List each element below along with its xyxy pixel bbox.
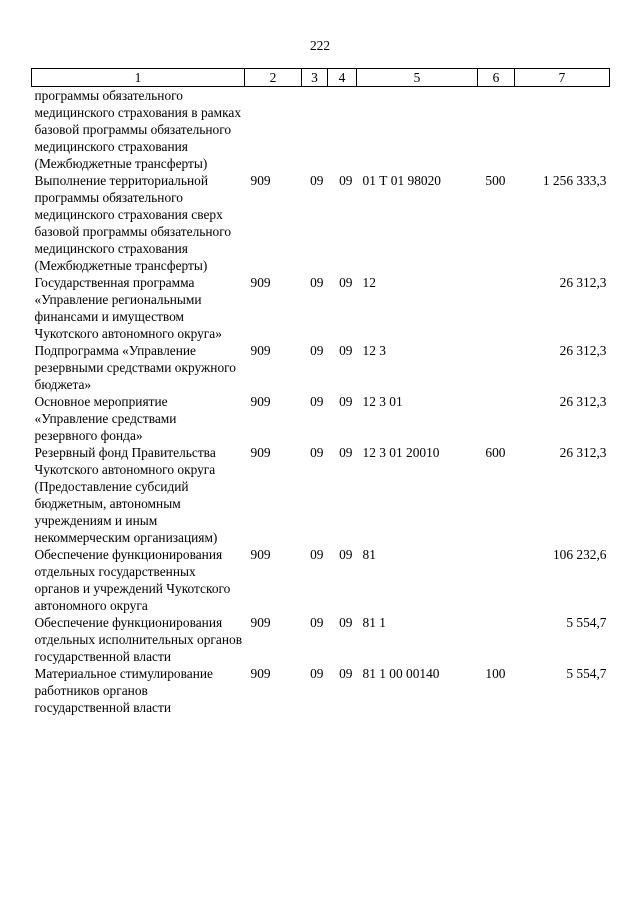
row-target: 12 [362,275,376,290]
row-target: 01 Т 01 98020 [362,173,441,188]
row-expense-type [478,87,515,173]
row-subsection: 09 [339,343,353,358]
row-expense-type [478,342,515,393]
row-subsection: 09 [339,394,353,409]
header-col-2: 2 [245,69,302,87]
row-expense-type [478,274,515,342]
row-ministry: 909 [250,173,271,188]
row-amount: 1 256 333,3 [542,173,607,188]
row-amount: 5 554,7 [566,666,607,681]
row-ministry: 909 [250,615,271,630]
row-expense-type [478,393,515,444]
table-row [32,546,610,614]
row-amount: 26 312,3 [559,343,607,358]
row-amount: 106 232,6 [552,547,607,562]
row-expense-type: 600 [485,445,506,460]
row-ministry: 909 [250,275,271,290]
row-section: 09 [310,343,324,358]
row-amount: 26 312,3 [559,445,607,460]
row-subsection: 09 [339,666,353,681]
row-name: Резервный фонд Правительства Чукотского автономного округа (Предоставление субсидий бюджетным, автономным учреждениям и иным некоммерческим организациям) [34,445,218,545]
header-col-1: 1 [32,69,245,87]
row-name: Обеспечение функционирования отдельных государственных органов и учреждений Чукотского автономного округа [34,547,231,613]
header-row [32,69,610,87]
row-target [357,87,478,173]
row-ministry [245,87,302,173]
row-expense-type [478,546,515,614]
row-target: 12 3 [362,343,386,358]
row-name: Выполнение территориальной программы обязательного медицинского страхования сверх базовой программы обязательного медицинского страхования (Межбюджетные трансферты) [34,173,232,273]
budget-table [31,68,610,716]
table-row [32,274,610,342]
row-name: Государственная программа «Управление региональными финансами и имуществом Чукотского автономного округа» [34,275,222,341]
row-expense-type: 100 [485,666,506,681]
row-expense-type: 500 [485,173,506,188]
row-subsection: 09 [339,445,353,460]
table-row [32,444,610,546]
table-row [32,172,610,274]
row-section [302,87,328,173]
row-section: 09 [310,666,324,681]
header-col-5: 5 [357,69,478,87]
row-target: 81 1 [362,615,386,630]
row-amount [515,87,610,173]
row-target: 12 3 01 20010 [362,445,440,460]
row-section: 09 [310,547,324,562]
row-section: 09 [310,173,324,188]
row-ministry: 909 [250,547,271,562]
row-ministry: 909 [250,343,271,358]
header-col-4: 4 [328,69,357,87]
row-amount: 26 312,3 [559,394,607,409]
row-name: программы обязательного медицинского страхования в рамках базовой программы обязательного медицинского страхования (Межбюджетные трансферты) [34,88,242,171]
table-row [32,393,610,444]
row-section: 09 [310,615,324,630]
row-name: Материальное стимулирование работников органов государственной власти [34,666,213,715]
row-subsection: 09 [339,275,353,290]
row-subsection: 09 [339,547,353,562]
row-amount: 26 312,3 [559,275,607,290]
table-row [32,87,610,173]
row-subsection [328,87,357,173]
row-target: 81 [362,547,376,562]
table-row [32,665,610,716]
row-target: 81 1 00 00140 [362,666,440,681]
table-row [32,614,610,665]
row-subsection: 09 [339,173,353,188]
table-row [32,342,610,393]
page-number: 222 [309,38,331,53]
row-ministry: 909 [250,394,271,409]
row-ministry: 909 [250,666,271,681]
row-section: 09 [310,275,324,290]
row-section: 09 [310,394,324,409]
row-expense-type [478,614,515,665]
row-subsection: 09 [339,615,353,630]
row-name: Подпрограмма «Управление резервными средствами окружного бюджета» [34,343,236,392]
row-target: 12 3 01 [362,394,403,409]
row-section: 09 [310,445,324,460]
row-name: Обеспечение функционирования отдельных исполнительных органов государственной власти [34,615,243,664]
row-ministry: 909 [250,445,271,460]
header-col-6: 6 [478,69,515,87]
row-name: Основное мероприятие «Управление средствами резервного фонда» [34,394,177,443]
header-col-7: 7 [515,69,610,87]
header-col-3: 3 [302,69,328,87]
row-amount: 5 554,7 [566,615,607,630]
